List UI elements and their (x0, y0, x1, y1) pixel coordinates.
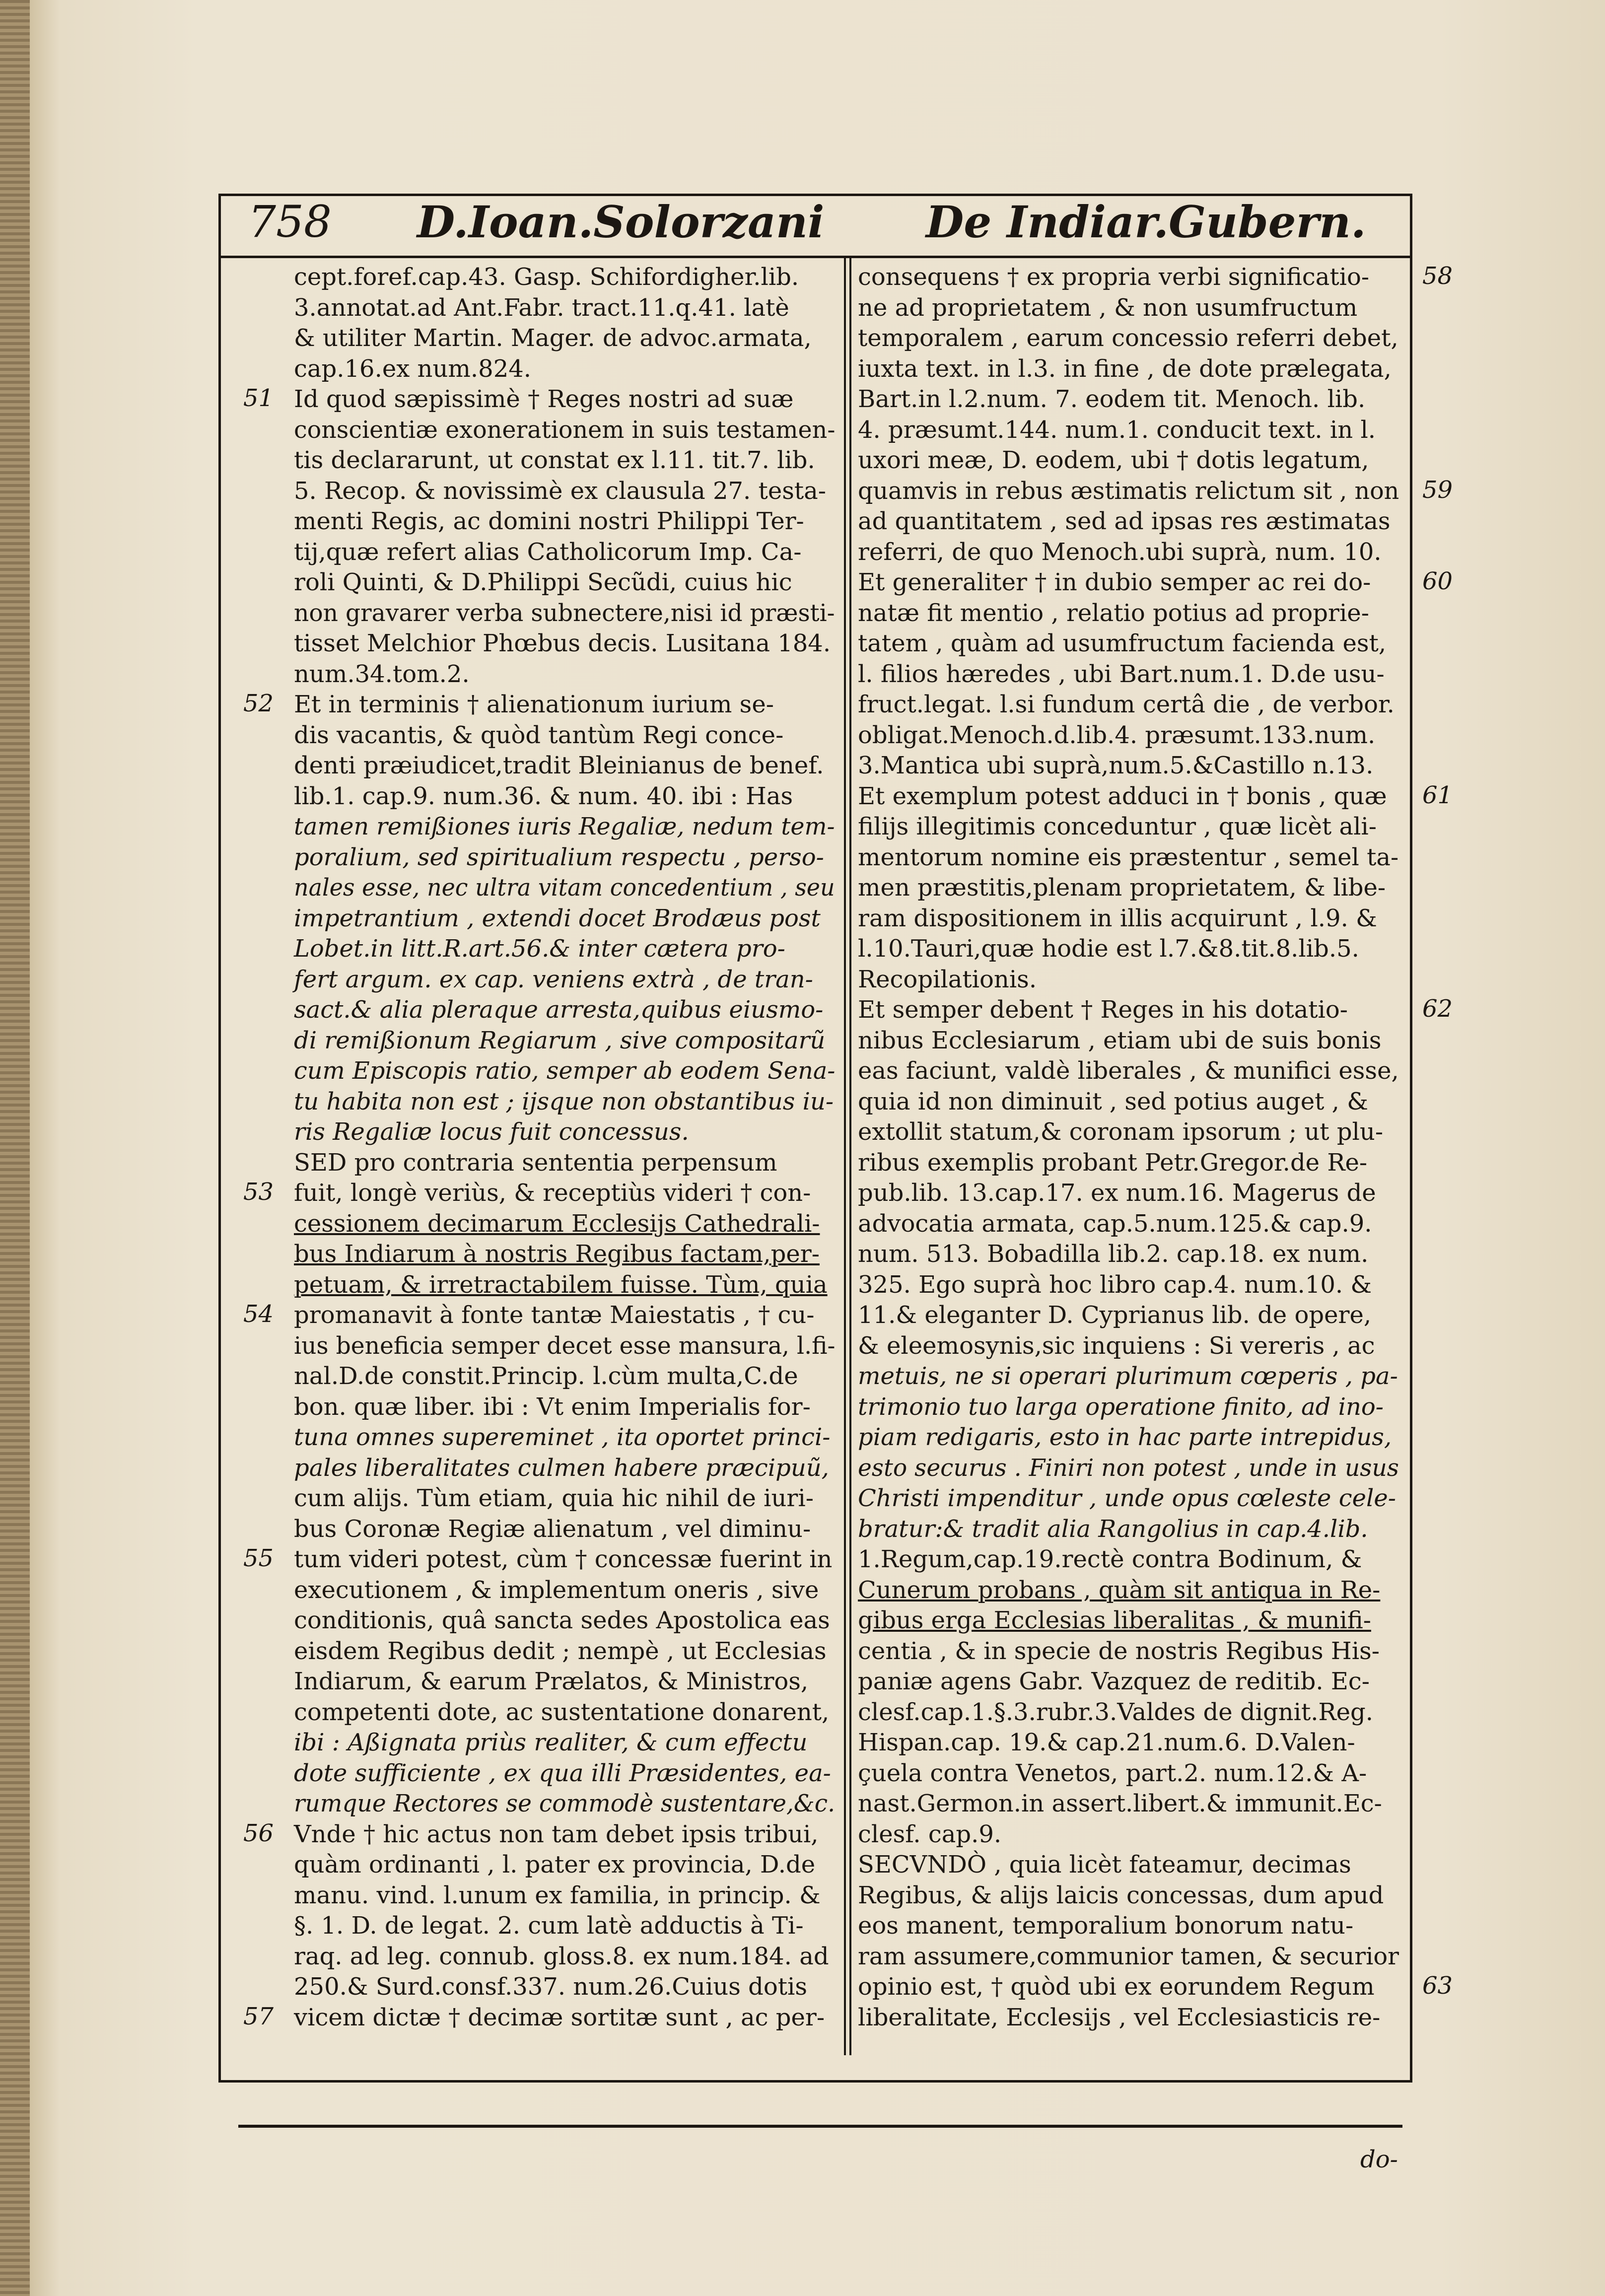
text-line: fuit, longè veriùs, & receptiùs videri † con- (294, 1179, 811, 1207)
text-line: quamvis in rebus æstimatis relictum sit , non (858, 477, 1399, 505)
text-line: SECVNDÒ , quia licèt fateamur, decimas (858, 1851, 1351, 1879)
margin-number: 61 (1422, 781, 1453, 809)
text-line: tu habita non est ; ijsque non obstantibus iu- (294, 1087, 834, 1115)
text-line: bratur:& tradit alia Rangolius in cap.4.lib. (858, 1515, 1368, 1543)
margin-number: 57 (243, 2002, 274, 2030)
text-line: nast.Germon.in assert.libert.& immunit.Ec- (858, 1790, 1382, 1817)
text-line: men præstitis,plenam proprietatem, & libe- (858, 874, 1386, 902)
text-line: trimonio tuo larga operatione finito, ad ino- (858, 1392, 1384, 1421)
text-line: filijs illegitimis conceduntur , quæ licèt ali- (858, 813, 1377, 840)
text-line: cap.16.ex num.824. (294, 354, 532, 383)
text-line: Et in terminis † alienationum iurium se- (294, 691, 774, 718)
text-line: petuam, & irretractabilem fuisse. Tùm, quia (294, 1270, 828, 1299)
text-line: natæ fit mentio , relatio potius ad proprie- (858, 599, 1369, 627)
catchword: do- (1360, 2146, 1398, 2173)
text-line: 250.& Surd.consf.337. num.26.Cuius dotis (294, 1973, 807, 2001)
text-line: executionem , & implementum oneris , sive (294, 1576, 819, 1604)
text-line: esto securus . Finiri non potest , unde in usus (858, 1454, 1399, 1482)
text-line: tuna omnes supereminet , ita oportet princi- (294, 1423, 831, 1451)
text-line: sact.& alia pleraque arresta,quibus eiusmo- (294, 996, 824, 1024)
margin-number: 52 (243, 690, 274, 717)
text-line: gibus erga Ecclesias liberalitas , & munifi- (858, 1606, 1371, 1634)
text-line: promanavit à fonte tantæ Maiestatis , † cu- (294, 1301, 815, 1329)
text-line: di remißionum Regiarum , sive compositarũ (294, 1026, 826, 1054)
bottom-rule (238, 2125, 1402, 2128)
text-line: 3.Mantica ubi suprà,num.5.&Castillo n.13. (858, 752, 1374, 779)
text-line: quàm ordinanti , l. pater ex provincia, D.de (294, 1851, 816, 1879)
margin-number: 54 (243, 1300, 274, 1328)
text-line: eas faciunt, valdè liberales , & munifici esse, (858, 1057, 1399, 1085)
text-line: Indiarum, & earum Prælatos, & Ministros, (294, 1668, 809, 1695)
text-line: 3.annotat.ad Ant.Fabr. tract.11.q.41. latè (294, 293, 789, 322)
text-line: pales liberalitates culmen habere præcipuũ, (294, 1454, 829, 1482)
text-line: Et semper debent † Reges in his dotatio- (858, 996, 1348, 1024)
text-line: competenti dote, ac sustentatione donarent, (294, 1698, 830, 1726)
margin-number: 63 (1422, 1972, 1453, 2000)
text-line: fruct.legat. l.si fundum certâ die , de verbor. (858, 691, 1395, 718)
text-line: quia id non diminuit , sed potius auget , & (858, 1087, 1368, 1115)
text-line: lib.1. cap.9. num.36. & num. 40. ibi : Has (294, 782, 793, 810)
text-line: cum Episcopis ratio, semper ab eodem Sena- (294, 1057, 836, 1085)
margin-number: 51 (243, 384, 274, 412)
text-line: dote sufficiente , ex qua illi Præsidentes, ea- (294, 1759, 831, 1787)
margin-number: 58 (1422, 262, 1453, 290)
page-number: 758 (248, 196, 332, 247)
margin-number: 53 (243, 1178, 274, 1206)
text-line: çuela contra Venetos, part.2. num.12.& A- (858, 1759, 1367, 1787)
text-line: Et generaliter † in dubio semper ac rei do- (858, 568, 1371, 596)
text-line: tum videri potest, cùm † concessæ fuerint in (294, 1545, 833, 1573)
text-line: Hispan.cap. 19.& cap.21.num.6. D.Valen- (858, 1729, 1355, 1756)
text-line: & utiliter Martin. Mager. de advoc.armata, (294, 324, 812, 352)
text-line: ad quantitatem , sed ad ipsas res æstimatas (858, 507, 1391, 535)
text-line: obligat.Menoch.d.lib.4. præsumt.133.num. (858, 721, 1376, 749)
text-line: Regibus, & alijs laicis concessas, dum apud (858, 1881, 1384, 1909)
text-line: liberalitate, Ecclesijs , vel Ecclesiasticis re- (858, 2003, 1381, 2031)
margin-number: 62 (1422, 995, 1453, 1023)
text-line: num. 513. Bobadilla lib.2. cap.18. ex num. (858, 1240, 1369, 1268)
text-line: conscientiæ exonerationem in suis testamen- (294, 416, 836, 444)
header-rule (221, 256, 1410, 258)
text-line: opinio est, † quòd ubi ex eorundem Regum (858, 1973, 1375, 2001)
text-line: Vnde † hic actus non tam debet ipsis tribui, (294, 1820, 819, 1848)
text-line: nibus Ecclesiarum , etiam ubi de suis bonis (858, 1026, 1382, 1054)
text-line: extollit statum,& coronam ipsorum ; ut plu- (858, 1118, 1384, 1146)
text-line: 5. Recop. & novissimè ex clausula 27. testa- (294, 477, 827, 505)
text-line: Christi impenditur , unde opus cœleste cele- (858, 1484, 1396, 1512)
text-line: non gravarer verba subnectere,nisi id præsti- (294, 599, 835, 627)
text-line: raq. ad leg. connub. gloss.8. ex num.184. ad (294, 1942, 829, 1970)
left-text-column (294, 262, 859, 2033)
text-line: metuis, ne si operari plurimum cœperis , pa- (858, 1362, 1398, 1390)
text-line: impetrantium , extendi docet Brodæus post (294, 904, 821, 932)
text-line: num.34.tom.2. (294, 660, 470, 688)
text-line: fert argum. ex cap. veniens extrà , de tran- (294, 965, 813, 993)
text-line: poralium, sed spiritualium respectu , perso- (294, 843, 824, 871)
margin-number: 55 (243, 1544, 274, 1572)
text-line: dis vacantis, & quòd tantùm Regi conce- (294, 721, 784, 749)
text-line: Id quod sæpissimè † Reges nostri ad suæ (294, 385, 794, 413)
text-line: ram assumere,communior tamen, & securior (858, 1942, 1399, 1970)
text-line: ris Regaliæ locus fuit concessus. (294, 1118, 689, 1146)
text-line: l. filios hæredes , ubi Bart.num.1. D.de usu- (858, 660, 1385, 688)
text-line: consequens † ex propria verbi significatio- (858, 263, 1370, 291)
text-line: conditionis, quâ sancta sedes Apostolica eas (294, 1606, 830, 1634)
text-line: Et exemplum potest adduci in † bonis , quæ (858, 782, 1387, 810)
text-line: ribus exemplis probant Petr.Gregor.de Re- (858, 1148, 1368, 1177)
text-line: Recopilationis. (858, 965, 1037, 993)
text-line: paniæ agens Gabr. Vazquez de reditib. Ec- (858, 1668, 1370, 1695)
text-line: menti Regis, ac domini nostri Philippi Ter- (294, 507, 804, 535)
text-line: tisset Melchior Phœbus decis. Lusitana 184. (294, 629, 831, 657)
text-line: advocatia armata, cap.5.num.125.& cap.9. (858, 1209, 1372, 1238)
margin-number: 56 (243, 1819, 274, 1847)
text-line: 1.Regum,cap.19.rectè contra Bodinum, & (858, 1545, 1362, 1573)
text-line: ram dispositionem in illis acquirunt , l.9. & (858, 904, 1377, 932)
margin-number: 60 (1422, 567, 1453, 595)
running-head-author: D.Ioan.Solorzani (417, 196, 825, 248)
text-line: centia , & in specie de nostris Regibus His- (858, 1637, 1380, 1665)
text-line: mentorum nomine eis præstentur , semel ta- (858, 843, 1399, 871)
text-line: bus Indiarum à nostris Regibus factam,per- (294, 1240, 820, 1268)
text-line: cessionem decimarum Ecclesijs Cathedrali- (294, 1209, 820, 1238)
text-line: §. 1. D. de legat. 2. cum latè adductis à Ti- (294, 1912, 804, 1940)
text-line: tamen remißiones iuris Regaliæ, nedum tem- (294, 813, 835, 840)
text-line: l.10.Tauri,quæ hodie est l.7.&8.tit.8.lib.5. (858, 935, 1359, 963)
text-line: tij,quæ refert alias Catholicorum Imp. Ca- (294, 538, 802, 566)
text-line: vicem dictæ † decimæ sortitæ sunt , ac per- (294, 2003, 825, 2031)
text-line: uxori meæ, D. eodem, ubi † dotis legatum, (858, 446, 1369, 474)
text-line: clesf.cap.1.§.3.rubr.3.Valdes de dignit.Reg. (858, 1698, 1374, 1726)
text-line: temporalem , earum concessio referri debet, (858, 324, 1398, 352)
book-binding-edge (0, 0, 30, 2296)
text-line: cum alijs. Tùm etiam, quia hic nihil de iuri- (294, 1484, 814, 1512)
text-line: referri, de quo Menoch.ubi suprà, num. 10. (858, 538, 1382, 566)
running-head-title: De Indiar.Gubern. (926, 196, 1366, 248)
margin-number: 59 (1422, 476, 1453, 504)
text-line: rumque Rectores se commodè sustentare,&c. (294, 1790, 836, 1817)
text-line: SED pro contraria sententia perpensum (294, 1148, 777, 1177)
text-line: ne ad proprietatem , & non usumfructum (858, 293, 1358, 322)
text-line: roli Quinti, & D.Philippi Secũdi, cuius hic (294, 568, 792, 596)
text-line: pub.lib. 13.cap.17. ex num.16. Magerus de (858, 1179, 1376, 1207)
text-line: bon. quæ liber. ibi : Vt enim Imperialis for- (294, 1392, 811, 1421)
text-line: manu. vind. l.unum ex familia, in princip. & (294, 1881, 821, 1909)
text-line: clesf. cap.9. (858, 1820, 1002, 1848)
text-line: tatem , quàm ad usumfructum facienda est, (858, 629, 1387, 657)
text-line: Lobet.in litt.R.art.56.& inter cætera pro- (294, 935, 785, 963)
text-line: nales esse, nec ultra vitam concedentium , seu (294, 874, 835, 902)
text-line: denti præiudicet,tradit Bleinianus de benef. (294, 752, 824, 779)
text-line: & eleemosynis,sic inquiens : Si vereris , ac (858, 1331, 1375, 1360)
text-line: 11.& eleganter D. Cyprianus lib. de opere, (858, 1301, 1372, 1329)
text-line: 4. præsumt.144. num.1. conducit text. in l. (858, 416, 1376, 444)
text-line: 325. Ego suprà hoc libro cap.4. num.10. & (858, 1270, 1372, 1299)
text-line: Cunerum probans , quàm sit antiqua in Re- (858, 1576, 1381, 1604)
text-line: tis declararunt, ut constat ex l.11. tit.7. lib. (294, 446, 815, 474)
text-line: Bart.in l.2.num. 7. eodem tit. Menoch. lib. (858, 385, 1366, 413)
text-line: nal.D.de constit.Princip. l.cùm multa,C.de (294, 1362, 798, 1390)
text-line: cept.foref.cap.43. Gasp. Schifordigher.lib. (294, 263, 799, 291)
text-line: ius beneficia semper decet esse mansura, l.fi- (294, 1331, 836, 1360)
right-text-column (858, 262, 1410, 2033)
text-line: eisdem Regibus dedit ; nempè , ut Ecclesias (294, 1637, 827, 1665)
text-line: ibi : Aßignata priùs realiter, & cum effectu (294, 1729, 808, 1756)
text-line: bus Coronæ Regiæ alienatum , vel diminu- (294, 1515, 811, 1543)
text-line: piam redigaris, esto in hac parte intrepidus, (858, 1423, 1392, 1451)
text-line: iuxta text. in l.3. in fine , de dote prælegata, (858, 354, 1392, 383)
text-line: eos manent, temporalium bonorum natu- (858, 1912, 1354, 1940)
